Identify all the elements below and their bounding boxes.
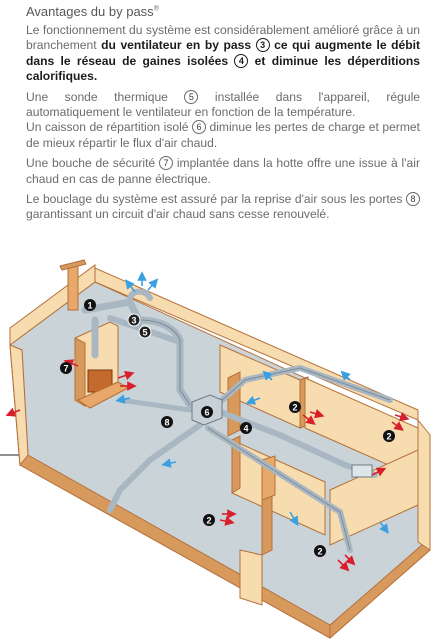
p4-text-2: implantée dans la hotte offre une issue à l'air chaud en cas de panne électrique. [26,156,420,186]
outer-wall-right-face [418,420,430,550]
paragraph-sonde [26,90,420,121]
svg-text:8: 8 [164,417,170,428]
partition-7 [240,550,262,605]
callout-8 [161,416,173,428]
svg-text:2: 2 [292,402,298,413]
paragraph-bouche [26,156,420,187]
paragraph-bypass [26,23,420,85]
ref-num-4: 4 [234,54,248,68]
house-cutaway-illustration [0,250,441,641]
paragraph-caisson [26,120,420,151]
callout-5 [139,326,151,338]
text-block [26,4,420,228]
callout-2-b [383,430,395,442]
ref-num-5: 5 [184,90,198,104]
svg-text:7: 7 [63,363,69,374]
p4-text-1: Une bouche de sécurité [26,156,159,171]
p5-text-1: Le bouclage du système est assuré par la reprise d'air sous les portes [26,192,406,207]
p2-text-1: Une sonde thermique [26,89,185,104]
callout-4 [240,422,252,434]
callout-3 [128,314,140,326]
p1-bold-2: ce qui augmente le débit dans le réseau de gaines isolées [26,38,420,68]
heading-text: Avantages du by pass [26,4,154,19]
svg-text:5: 5 [142,327,148,338]
callout-2-a [289,401,301,413]
partition-6 [262,494,272,555]
callout-6 [201,406,213,418]
callout-2-d [314,545,326,557]
ref-num-7: 7 [159,156,173,170]
svg-text:6: 6 [204,407,210,418]
section-heading [26,4,420,19]
svg-text:2: 2 [386,431,392,442]
p1-bold-1: du ventilateur en by pass [101,38,256,53]
svg-text:1: 1 [87,300,93,311]
callout-1 [84,299,96,311]
partition-3 [228,372,240,436]
svg-text:2: 2 [317,546,323,557]
callout-7 [60,362,72,374]
svg-text:4: 4 [243,423,249,434]
p5-text-2: garantissant un circuit d'air chaud sans cesse renouvelé. [26,207,330,222]
p3-text-1: Un caisson de répartition isolé [26,120,192,135]
svg-text:2: 2 [206,515,212,526]
ref-num-3: 3 [256,38,270,52]
ref-num-6: 6 [192,120,206,134]
p3-text-2: diminue les pertes de charge et permet de mieux répartir le flux d'air chaud. [26,120,420,150]
vent-outlet [352,465,372,477]
registered-mark: ® [153,5,159,13]
p1-bold-3: et diminue les déperditions calorifiques. [26,53,420,84]
p1-text: Le fonctionnement du système est considérablement amélioré grâce à un branchement [26,23,420,53]
p2-text-2: installée dans l'appareil, régule automatiquement le ventilateur en fonction de la température. [26,89,420,120]
ref-num-8: 8 [406,192,420,206]
svg-text:3: 3 [131,315,137,326]
paragraph-bouclage [26,192,420,223]
callout-2-c [203,514,215,526]
